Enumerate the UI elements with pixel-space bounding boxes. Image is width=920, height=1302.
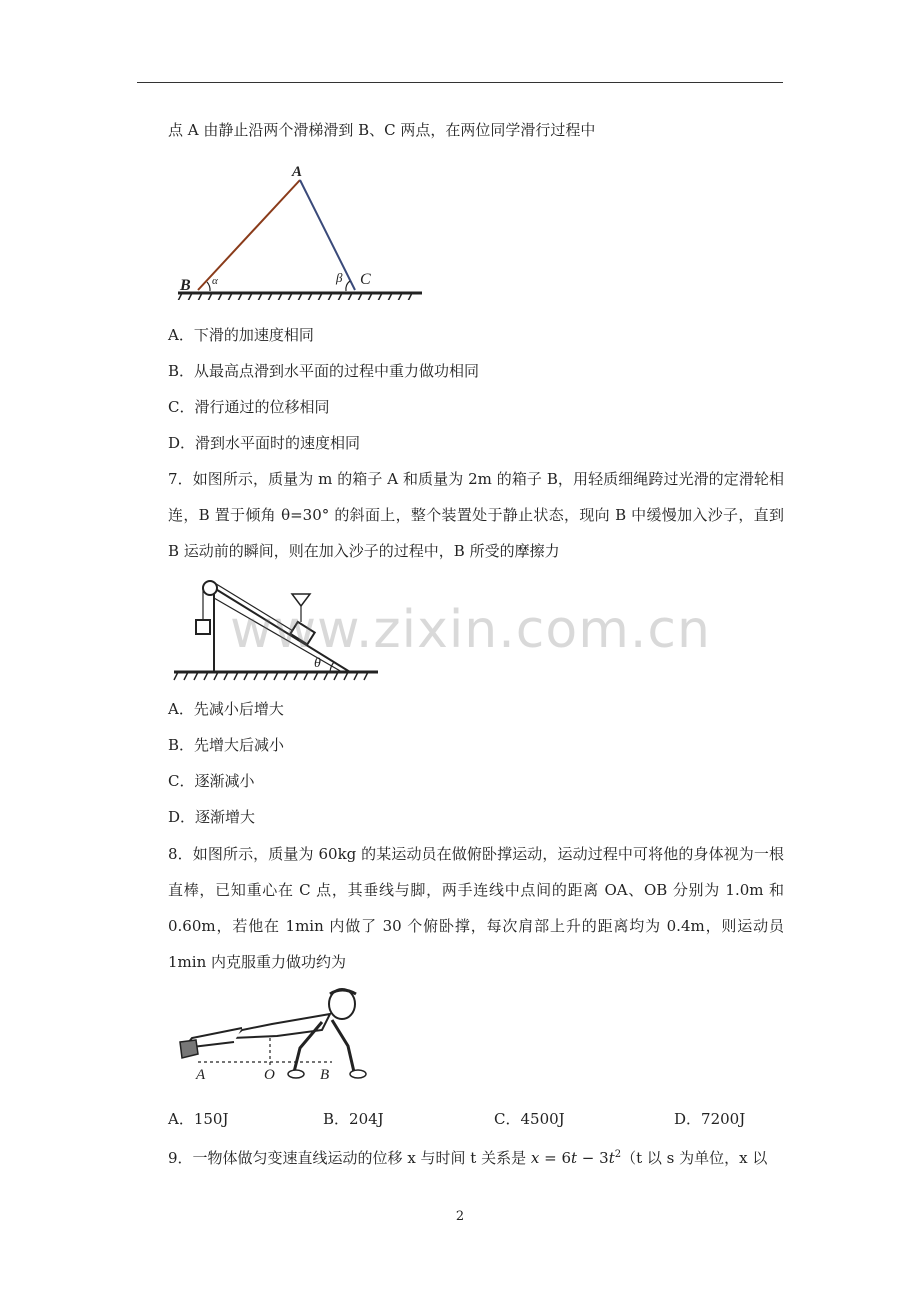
- q6-angle-beta-arc: [346, 281, 350, 291]
- q7-option-c: C．逐渐减小: [168, 772, 255, 790]
- q8-option-c: C．4500J: [494, 1110, 565, 1128]
- q6-option-d: D．滑到水平面时的速度相同: [168, 434, 361, 452]
- q8-option-b: B．204J: [323, 1110, 384, 1128]
- q9-formula-t2: t: [608, 1149, 615, 1167]
- q9-stem-prefix: 9．一物体做匀变速直线运动的位移 x 与时间 t 关系是: [168, 1149, 531, 1167]
- q6-angle-alpha-arc: [207, 282, 210, 291]
- header-rule: [137, 82, 783, 83]
- q8-athlete-arm-right: [332, 1020, 354, 1072]
- q6-label-beta: β: [336, 270, 343, 285]
- q8-athlete-hand-right: [350, 1070, 366, 1078]
- q6-label-a: A: [292, 164, 303, 180]
- q7-box-a: [196, 620, 210, 634]
- page-number: 2: [455, 1209, 465, 1224]
- q8-label-o: O: [264, 1067, 275, 1082]
- q6-label-c: C: [360, 271, 371, 288]
- q6-option-a: A．下滑的加速度相同: [168, 326, 314, 344]
- q8-stem: 8．如图所示，质量为 60kg 的某运动员在做俯卧撑运动，运动过程中可将他的身体视为一根直棒，已知重心在 C 点，其垂线与脚，两手连线中点间的距离 OA、OB 分别为 1.0m 和 0.60m，若他在 1min 内做了 30 个俯卧撑，每次肩部上升的距离均为 0.4m，则运动员 1min 内克服重力做功约为: [168, 845, 784, 971]
- q6-label-alpha: α: [212, 275, 218, 287]
- q8-option-d: D．7200J: [674, 1110, 746, 1128]
- q8-pushup-figure: [172, 986, 382, 1082]
- q7-option-a: A．先减小后增大: [168, 700, 284, 718]
- q9-stem-suffix: （t 以 s 为单位，x 以: [621, 1149, 768, 1167]
- q9-formula-exp: 2: [614, 1149, 622, 1160]
- q8-label-b: B: [320, 1067, 330, 1082]
- q8-athlete-feet: [180, 1040, 198, 1058]
- q6-option-b: B．从最高点滑到水平面的过程中重力做功相同: [168, 362, 480, 380]
- q6-label-b: B: [180, 277, 191, 294]
- q6-option-c: C．滑行通过的位移相同: [168, 398, 330, 416]
- q7-option-d: D．逐渐增大: [168, 808, 256, 826]
- q9-formula-mid: = 6: [539, 1149, 571, 1167]
- q9-formula-t1: t: [571, 1149, 578, 1167]
- q8-athlete-torso: [232, 1014, 330, 1038]
- q6-slide-ac: [300, 180, 355, 290]
- q6-slide-ab: [198, 180, 300, 290]
- q8-option-a: A．150J: [168, 1110, 229, 1128]
- q7-label-theta: θ: [314, 656, 321, 671]
- q6-intro: 点 A 由静止沿两个滑梯滑到 B、C 两点，在两位同学滑行过程中: [168, 121, 596, 139]
- q6-slide-figure: [170, 160, 430, 300]
- watermark: www.zixin.com.cn: [230, 600, 711, 660]
- q9-stem: [168, 1145, 767, 1168]
- q7-stem: 7．如图所示，质量为 m 的箱子 A 和质量为 2m 的箱子 B，用轻质细绳跨过光滑的定滑轮相连，B 置于倾角 θ=30° 的斜面上，整个装置处于静止状态，现向 B 中缓慢加入沙子，直到 B 运动前的瞬间，则在加入沙子的过程中，B 所受的摩擦力: [168, 470, 784, 560]
- q7-option-b: B．先增大后减小: [168, 736, 285, 754]
- q9-formula-minus: − 3: [577, 1149, 609, 1167]
- q8-label-a: A: [196, 1067, 206, 1082]
- q9-formula-lhs: x: [530, 1149, 540, 1167]
- q8-athlete-hand-left: [288, 1070, 304, 1078]
